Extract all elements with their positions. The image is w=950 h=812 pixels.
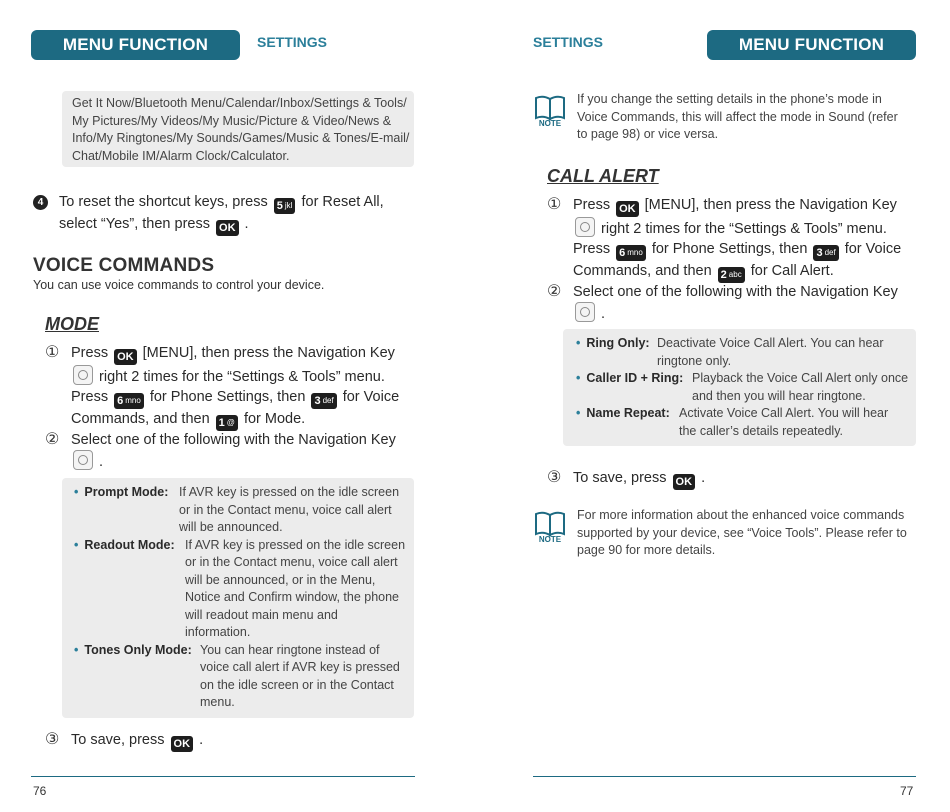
navigation-key-icon [73, 450, 93, 470]
text: To save, press [71, 732, 165, 748]
step-4-line1b: for Reset All, [301, 194, 384, 210]
term: Prompt Mode: [84, 485, 169, 499]
call-alert-options [576, 335, 914, 440]
bullet-readout-mode: • Readout Mode: If AVR key is pressed on the idle screen or in the Contact menu, voice call alert will be announced, or in the Menu, Notice and Confirm window, the phone will readout main menu and information. [74, 537, 410, 642]
navigation-key-icon [575, 217, 595, 237]
line: For more information about the enhanced voice commands [577, 508, 905, 522]
shortcut-list-text [72, 95, 412, 165]
text: right 2 times for the “Settings & Tools” menu. [601, 221, 887, 237]
footer-rule-right [533, 776, 916, 777]
line: If you change the setting details in the phone’s mode in [577, 92, 882, 106]
line: on the idle screen or in the Contact [200, 677, 394, 692]
term: Readout Mode: [84, 537, 175, 552]
line: Playback the Voice Call Alert only once [692, 371, 909, 385]
step-2-text-right [573, 282, 918, 324]
navigation-key-icon [575, 302, 595, 322]
line: information. [185, 625, 251, 639]
line: Deactivate Voice Call Alert. You can hear [657, 336, 884, 350]
text: Commands, and then [573, 263, 712, 279]
key-6-icon: 6 $^{mno}$ [114, 393, 144, 409]
note-2-text [577, 507, 917, 560]
text: for Phone Settings, then [149, 389, 306, 405]
line: Voice Commands, this will affect the mode in Sound (refer [577, 109, 898, 124]
step-1-number: ① [45, 344, 60, 361]
text: for Voice [844, 241, 902, 257]
text: right 2 times for the “Settings & Tools” menu. [99, 369, 385, 385]
settings-section-label-right: SETTINGS [533, 34, 604, 50]
key-5-icon: 5 $^{jkl}$ [274, 198, 296, 214]
line: will be announced. [179, 520, 283, 534]
shortcut-line: My Pictures/My Videos/My Music/Picture & Video/News & [72, 113, 392, 128]
term: Caller ID + Ring: [586, 371, 684, 385]
line: supported by your device, see “Voice Tools”. Please refer to [577, 525, 907, 540]
menu-function-header-left: MENU FUNCTION [31, 30, 240, 60]
text: [MENU], then press the Navigation Key [644, 197, 897, 213]
text: Select one of the following with the Navigation Key [71, 432, 396, 448]
line: Notice and Confirm window, the phone [185, 590, 400, 604]
key-3-icon: 3 $^{def}$ [311, 393, 336, 409]
text: for Call Alert. [750, 263, 834, 279]
line: ringtone only. [657, 353, 732, 368]
step-3-text [71, 730, 203, 752]
voice-commands-title: VOICE COMMANDS [33, 255, 215, 276]
term: Name Repeat: [586, 406, 670, 420]
text: Press [573, 241, 611, 257]
menu-function-header-right: MENU FUNCTION [707, 30, 916, 60]
step-2-number: ② [45, 431, 60, 448]
text: . [199, 732, 204, 748]
line: or in the Contact menu, voice call alert [179, 502, 392, 517]
line: and then you will hear ringtone. [692, 388, 866, 403]
note-book-icon [533, 92, 567, 128]
text: Press [573, 197, 611, 213]
step-3-number-right: ③ [547, 469, 562, 486]
term: Tones Only Mode: [84, 642, 192, 657]
step-4-line2b: . [244, 216, 249, 232]
step-3-text-right [573, 468, 705, 490]
line: menu. [200, 695, 235, 709]
bullet-name-repeat: • Name Repeat: Activate Voice Call Alert. You will hear the caller’s details repeatedly. [576, 405, 914, 440]
text: To save, press [573, 470, 667, 486]
text: for Mode. [243, 411, 306, 427]
page-number-right: 77 [900, 784, 914, 798]
step-2-number-right: ② [547, 283, 562, 300]
step-4-text [59, 192, 419, 236]
note-book-icon [533, 508, 567, 544]
ok-key-icon: OK [616, 201, 639, 217]
line: voice call alert if AVR key is pressed [200, 660, 400, 674]
mode-options [74, 484, 410, 712]
note-1-text [577, 91, 917, 144]
shortcut-line: Get It Now/Bluetooth Menu/Calendar/Inbox/Settings & Tools/ [72, 96, 407, 110]
footer-rule-left [31, 776, 415, 777]
line: or in the Contact menu, voice call alert [185, 555, 398, 569]
key-3-icon: 3 $^{def}$ [813, 245, 838, 261]
line: If AVR key is pressed on the idle screen [185, 537, 406, 552]
step-4-line2a: select “Yes”, then press [59, 216, 210, 232]
ok-key-icon: OK [673, 474, 696, 490]
step-3-number: ③ [45, 731, 60, 748]
text: . [99, 454, 104, 470]
step-1-text [71, 343, 416, 431]
text: . [701, 470, 706, 486]
voice-commands-desc: You can use voice commands to control your device. [33, 278, 325, 292]
step-1-text-right [573, 195, 918, 283]
text: for Voice [342, 389, 400, 405]
text: [MENU], then press the Navigation Key [142, 345, 395, 361]
bullet-ring-only: • Ring Only: Deactivate Voice Call Alert. You can hear ringtone only. [576, 335, 914, 370]
text: Select one of the following with the Navigation Key [573, 284, 898, 300]
shortcut-line: Chat/Mobile IM/Alarm Clock/Calculator. [72, 148, 290, 163]
term: Ring Only: [586, 336, 650, 350]
text: Press [71, 389, 109, 405]
bullet-caller-id-ring: • Caller ID + Ring: Playback the Voice Call Alert only once and then you will hear ringtone. [576, 370, 914, 405]
bullet-prompt-mode: • Prompt Mode: If AVR key is pressed on the idle screen or in the Contact menu, voice call alert will be announced. [74, 484, 410, 537]
line: Activate Voice Call Alert. You will hear [679, 406, 889, 420]
line: will readout main menu and [185, 607, 338, 622]
line: page 90 for more details. [577, 543, 716, 557]
ok-key-icon: OK [216, 220, 239, 236]
line: will be announced, or in the Menu, [185, 572, 376, 587]
key-1-icon: 1 @ [216, 415, 238, 431]
page-number-left: 76 [33, 784, 47, 798]
bullet-tones-only-mode: • Tones Only Mode: You can hear ringtone instead of voice call alert if AVR key is pressed on the idle screen or in the Contact menu. [74, 642, 410, 712]
ok-key-icon: OK [171, 736, 194, 752]
text: Commands, and then [71, 411, 210, 427]
svg-text:NOTE: NOTE [538, 535, 562, 544]
line: the caller’s details repeatedly. [679, 423, 843, 438]
key-6-icon: 6 $^{mno}$ [616, 245, 646, 261]
text: for Phone Settings, then [651, 241, 808, 257]
text: Press [71, 345, 109, 361]
mode-subheading: MODE [45, 314, 99, 334]
step-4-number: 4 [33, 195, 48, 210]
line: You can hear ringtone instead of [200, 642, 380, 657]
step-1-number-right: ① [547, 196, 562, 213]
settings-section-label-left: SETTINGS [257, 34, 328, 50]
step-4-line1a: To reset the shortcut keys, press [59, 194, 268, 210]
line: to page 98) or vice versa. [577, 127, 719, 141]
navigation-key-icon [73, 365, 93, 385]
ok-key-icon: OK [114, 349, 137, 365]
step-2-text [71, 430, 416, 472]
key-2-icon: 2 $^{abc}$ [718, 267, 745, 283]
text: . [601, 306, 606, 322]
call-alert-subheading: CALL ALERT [547, 166, 659, 186]
shortcut-line: Info/My Ringtones/My Sounds/Games/Music & Tones/E-mail/ [72, 131, 410, 145]
svg-text:NOTE: NOTE [538, 119, 562, 128]
line: If AVR key is pressed on the idle screen [179, 485, 400, 499]
